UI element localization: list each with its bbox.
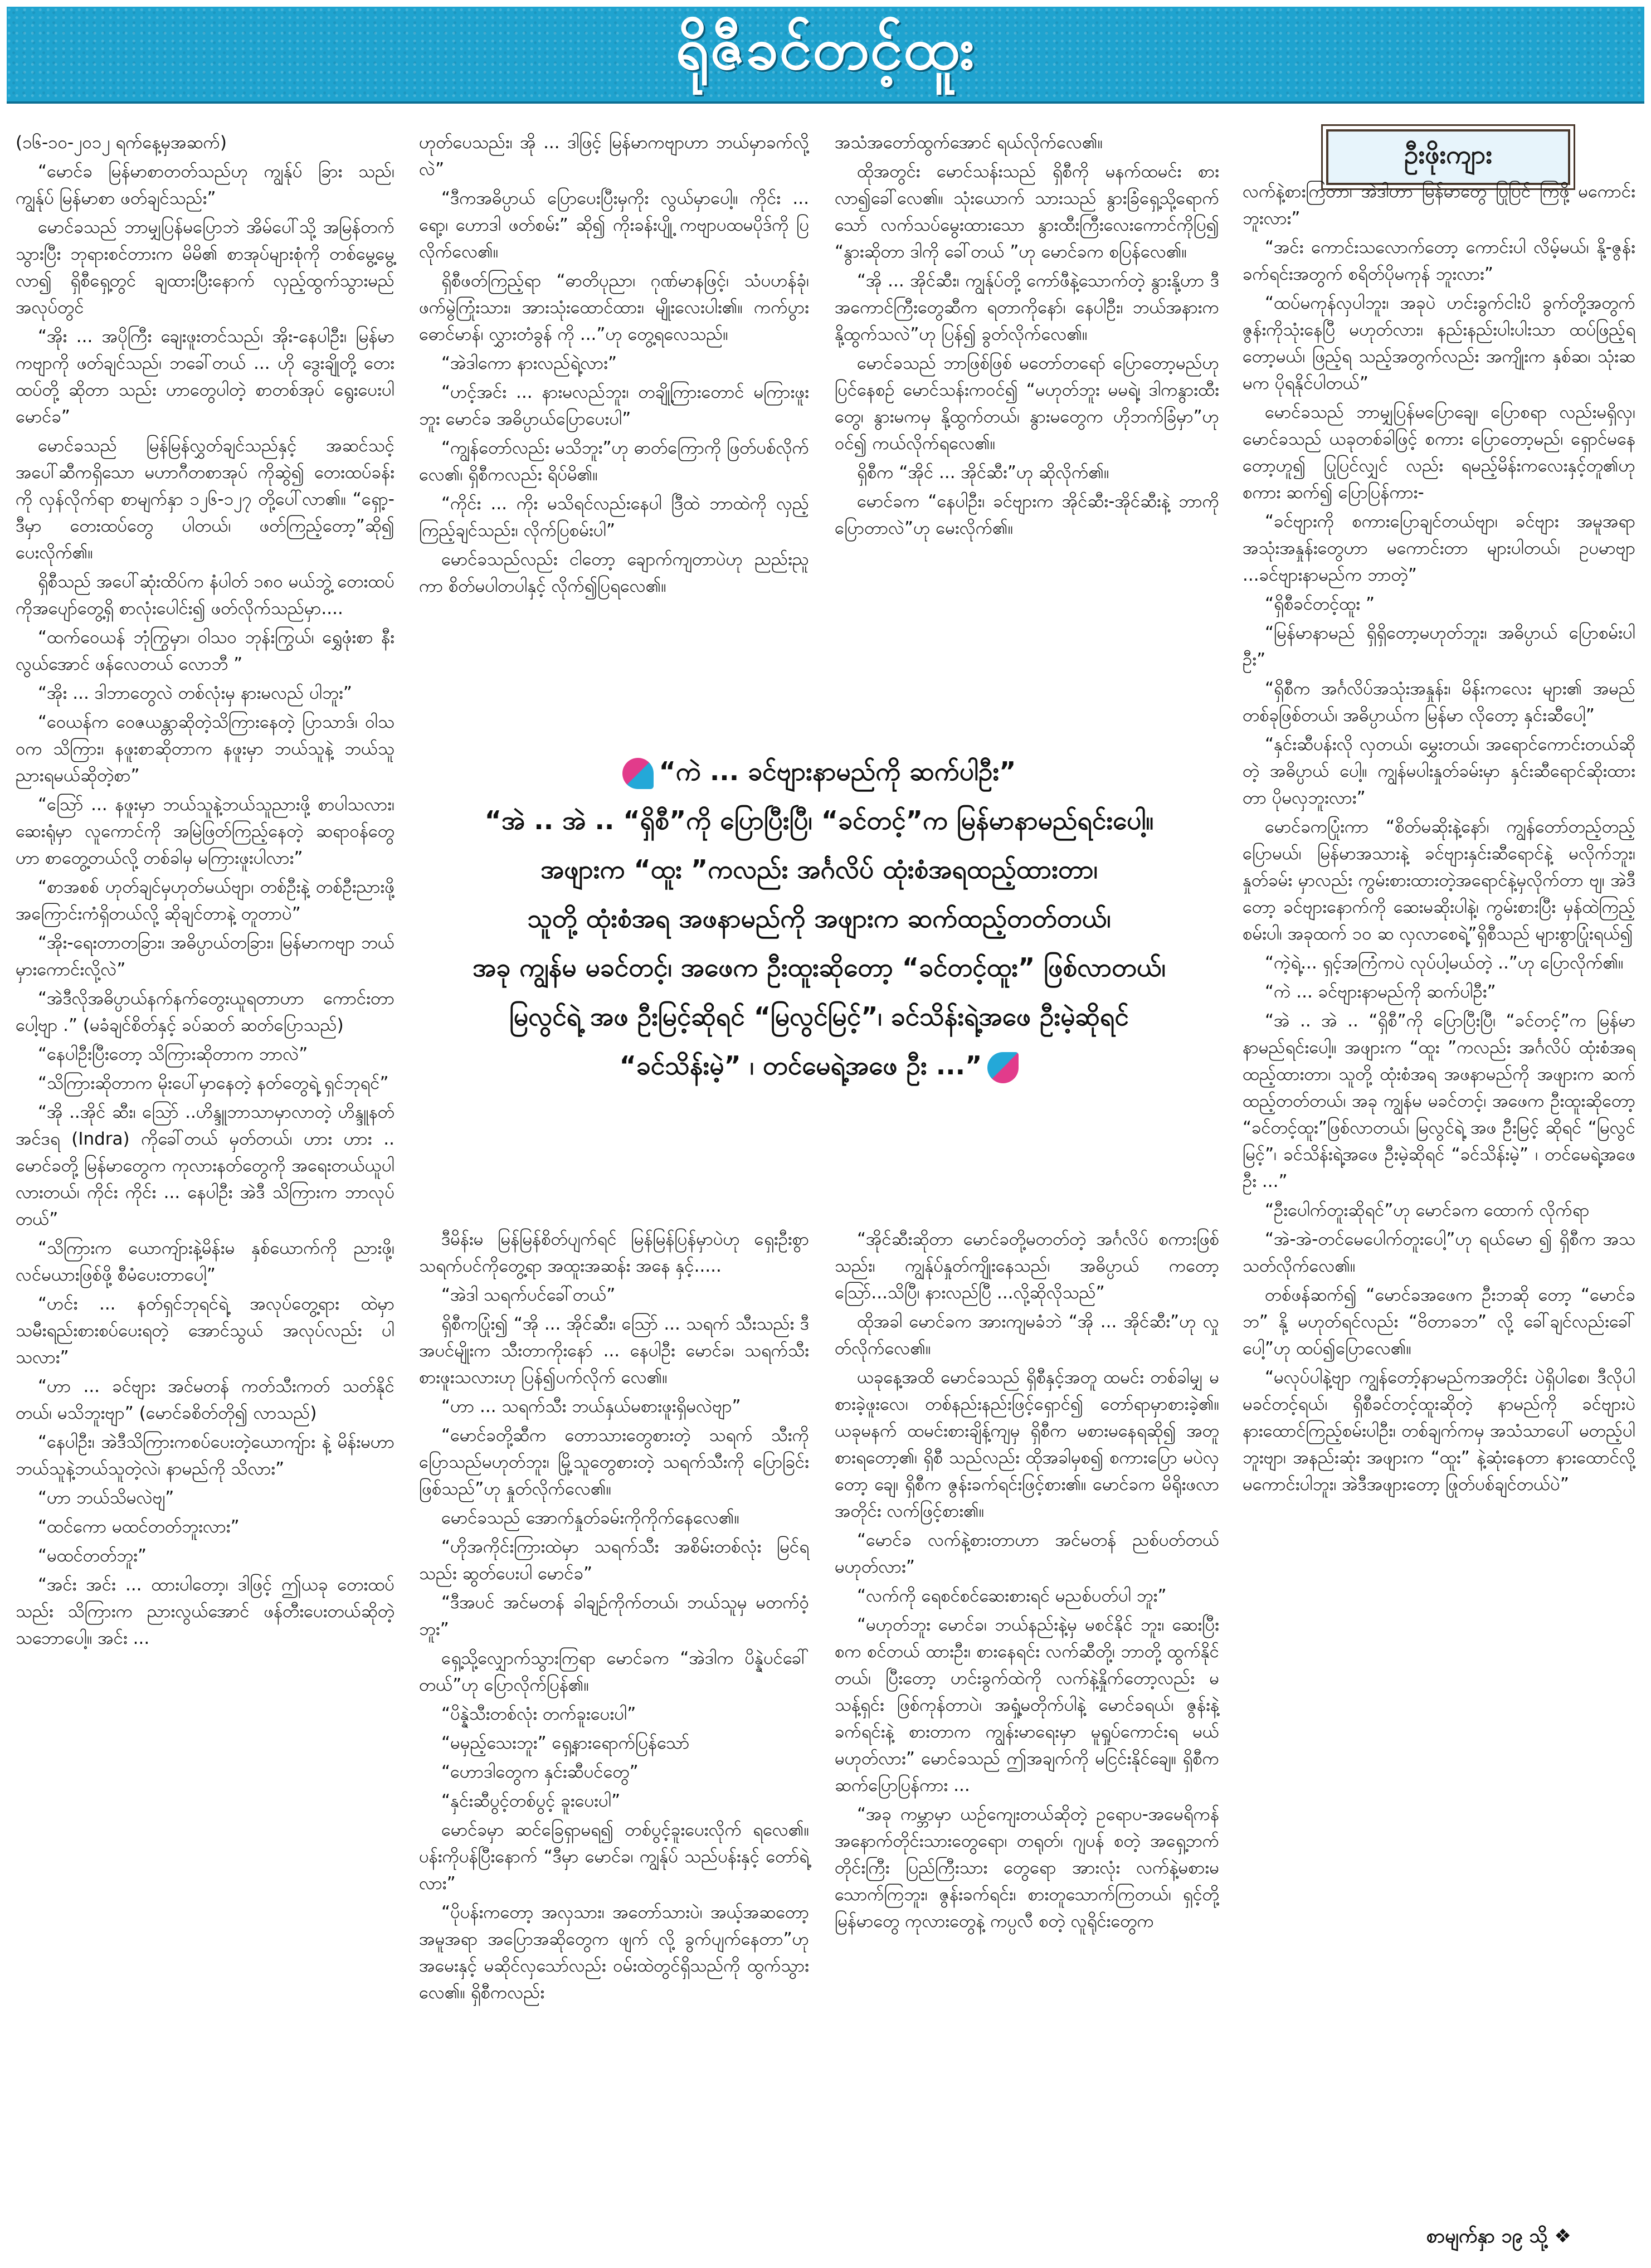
paragraph: “ထပ်မကုန်လှပါဘူး၊ အခုပဲ ဟင်းခွက်ငါးပိ ခွက်တို့အတွက် ဇွန်းကိုသုံးနေပြီ မဟုတ်လား၊ နည်းနည်းပါးပါးသာ ထပ်ဖြည့်ရတော့မယ်၊ ဖြည့်ရ သည့်အတွက်လည်း အကျိုးက နှစ်ဆ၊ သုံးဆ မက ပိုရနိုင်ပါတယ်” [1243,293,1635,393]
paragraph: “အင်း အင်း ... ထားပါတော့၊ ဒါဖြင့် ဤယခု တေးထပ်သည်း သိကြားက ညားလွယ်အောင် ဖန်တီးပေးတယ်ဆိုတဲ့သဘောပေါ့။ အင်း ... [16,1575,395,1648]
paragraph: “မဟုတ်ဘူး မောင်ခ၊ ဘယ်နည်းနဲ့မှ မစင်နိုင် ဘူး၊ ဆေးပြီးစက စင်တယ် ထားဦး၊ စားနေရင်း လက်ဆီတို့၊ ဘာတို့ ထွက်နိုင်တယ်၊ ပြီးတော့ ဟင်းခွက်ထဲကို လက်နဲ့နှိုက်တော့လည်း မသန့်ရှင်း ဖြစ်ကုန်တာပဲ၊ အရှုံ့မတိုက်ပါနဲ့ မောင်ခရယ်၊ ဇွန်းနဲ့ ခက်ရင်းနဲ့ စားတာက ကျွန်းမာရေးမှာ မူရှုပ်ကောင်းရ မယ်မဟုတ်လား” မောင်ခသည် ဤအချက်ကို မငြင်းနိုင်ချေ။ ရှိစီက ဆက်ပြောပြန်ကား ... [835,1615,1219,1795]
paragraph: မောင်ခမှာ ဆင်ခြေရှာမရ၍ တစ်ပွင့်ခူးပေးလိုက် ရလေ၏။ ပန်းကိုပန်ပြီးနောက် “ဒီမှာ မောင်ခ၊ ကျွန်ုပ် သည်ပန်းနှင့် တော်ရဲ့လား” [419,1820,809,1894]
paragraph: အသံအတော်ထွက်အောင် ရယ်လိုက်လေ၏။ [835,133,1103,153]
paragraph: မောင်ခသည် အောက်နှုတ်ခမ်းကိုကိုက်နေလေ၏။ [441,1508,739,1528]
paragraph: ရှိစီသည် အပေါ်ဆုံးထိပ်က နံပါတ် ၁၈၀ မယ်ဘွဲ့ တေးထပ်ကိုအပျော်တွေ့ရှိ စာလုံးပေါင်း၍ ဖတ်လိုက်သည်မှာ.... [16,572,395,619]
paragraph: “ပိန္နဲသီးတစ်လုံး တက်ခူးပေးပါ” [441,1704,636,1724]
author-box [1326,129,1570,185]
pull-quote-line: “ခင်သိန်းမဲ့” ၊ တင်မေရဲ့အဖေ ဦး ...” [619,1050,982,1081]
paragraph: ရှိစီကပြုံး၍ “အို ... အိုင်ဆီး၊ ဩော် ... သရက် သီးသည်း ဒီအပင်မျိုးက သီးတာကိုးနော် ... နေပါဦး မောင်ခ၊ သရက်သီး စားဖူးသလားဟု ပြန်၍ပက်လိုက် လေ၏။ [419,1314,809,1388]
pull-quote-line: “ကဲ ... ခင်ဗျားနာမည်ကို ဆက်ပါဦး” [659,756,1016,786]
column-3 [835,129,1219,544]
paragraph: ရှေ့သို့လျှောက်သွားကြရာ မောင်ခက “အဲဒါက ပိန္နဲပင်ခေါ်တယ်”ဟု ပြောလိုက်ပြန်၏။ [419,1648,809,1695]
pull-quote-line: အဖျားက “ထူး ”ကလည်း အင်္ဂလိပ် ထုံးစံအရထည့်ထားတာ၊ [540,854,1098,884]
paragraph: “ဟောဒါတွေက နှင်းဆီပင်တွေ” [441,1762,639,1782]
title-banner [7,7,1644,104]
paragraph: “ရှိစီက အင်္ဂလိပ်အသုံးအနှုန်း၊ မိန်းကလေး များ၏ အမည်တစ်ခုဖြစ်တယ်၊ အဓိပ္ပာယ်က မြန်မာ လိုတော့ နှင်းဆီပေါ့” [1243,679,1635,726]
paragraph: “သိကြားက ယောကျ်ားနဲ့မိန်းမ နှစ်ယောက်ကို ညားဖို့၊ လင်မယားဖြစ်ဖို့ စီမံပေးတာပေါ့” [16,1238,395,1285]
paragraph: “အိုင်ဆီးဆိုတာ မောင်ခတို့မတတ်တဲ့ အင်္ဂလိပ် စကားဖြစ်သည်း၊ ကျွန်ုပ်နှုတ်ကျိုးနေသည်၊ အဓိပ္ပာယ် ကတော့ ဩော်...သိပြီ၊ နားလည်ပြီ ...လို့ဆိုလိုသည်” [835,1229,1219,1303]
column-1 [16,129,395,1654]
paragraph: မောင်ခသည် မြန်မြန်လွှတ်ချင်သည်နှင့် အဆင်သင့် အပေါ်ဆီကရှိသော မဟာဂီတစာအုပ် ကိုဆွဲ၍ တေးထပ်ခန်းကို လှန်လိုက်ရာ စာမျက်နှာ ၁၂၆-၁၂၇ တို့ပေါ်လာ၏။ “ရှော့-ဒီမှာ တေးထပ်တွေ ပါတယ်၊ ဖတ်ကြည့်တော့”ဆို၍ ပေးလိုက်၏။ [16,436,395,563]
paragraph: “ကဲ့ရဲ့... ရှင့်အကြံကပဲ လုပ်ပါ့မယ်တဲ့ ..”ဟု ပြောလိုက်၏။ [1265,953,1624,973]
paragraph: “ဟာ ... ခင်ဗျား အင်မတန် ကတ်သီးကတ် သတ်နိုင်တယ်၊ မသိဘူးဗျာ” (မောင်ခစိတ်တို၍ လာသည်) [16,1376,395,1423]
paragraph: မောင်ခက “နေပါဦး၊ ခင်ဗျားက အိုင်ဆီး-အိုင်ဆီးနဲ့ ဘာကို ပြောတာလဲ”ဟု မေးလိုက်၏။ [835,491,1219,538]
paragraph: “မောင်ခ လက်နဲ့စားတာဟာ အင်မတန် ညစ်ပတ်တယ် မဟုတ်လား” [835,1530,1219,1577]
paragraph: မောင်ခသည် ဘာဖြစ်ဖြစ် မတော်တရော် ပြောတော့မည်ဟု ပြင်နေစဉ် မောင်သန်းကဝင်၍ “မဟုတ်ဘူး မမရဲ့၊ ဒါကနွားထီးတွေ၊ နွားမကမှ နို့ထွက်တယ်၊ နွားမတွေက ဟိုဘက်ခြံမှာ”ဟု ဝင်၍ ကယ်လိုက်ရလေ၏။ [835,353,1219,454]
paragraph: “အင်း ကောင်းသလောက်တော့ ကောင်းပါ လိမ့်မယ်၊ နို့-ဇွန်းခက်ရင်းအတွက် စရိတ်ပိုမကုန် ဘူးလား” [1243,237,1635,284]
paragraph: “အဲဒါကော နားလည်ရဲ့လား” [441,353,617,373]
paragraph: “မြန်မာနာမည် ရှိရှိတော့မဟုတ်ဘူး၊ အဓိပ္ပာယ် ပြောစမ်းပါဦး” [1243,623,1635,670]
paragraph: “အဲ .. အဲ .. “ရှိစီ”ကို ပြောပြီးပြီ၊ “ခင်တင့်”က မြန်မာ နာမည်ရင်းပေါ့။ အဖျားက “ထူး ”ကလည်း အင်္ဂလိပ် ထုံးစံအရထည့်ထားတာ၊ သူတို့ ထုံးစံအရ အဖနာမည်ကို အဖျားက ဆက်ထည့်တတ်တယ်၊ အခု ကျွန်မ မခင်တင့်၊ အဖေက ဦးထူးဆိုတော့ “ခင်တင့်ထူး”ဖြစ်လာတယ်၊ မြလွင်ရဲ့ အဖ ဦးမြင့် ဆိုရင် “မြလွင်မြင့်”၊ ခင်သိန်းရဲ့အဖေ ဦးမဲ့ဆိုရင် “ခင်သိန်းမဲ့” ၊ တင်မေရဲ့အဖေ ဦး ...” [1243,1011,1635,1191]
paragraph: “အို ... အိုင်ဆီး၊ ကျွန်ုပ်တို့ ကော်ဖီနဲ့သောက်တဲ့ နွားနို့ဟာ ဒီအကောင်ကြီးတွေဆီက ရတာကိုနော်၊ နေပါဦး၊ ဘယ်အနားက နို့ထွက်သလဲ”ဟု ပြန်၍ ခွတ်လိုက်လေ၏။ [835,271,1219,344]
paragraph: “အိုး ... ဒါဘာတွေလဲ တစ်လုံးမှ နားမလည် ပါဘူး” [38,683,352,703]
continued-on-page: စာမျက်နှာ ၁၉ သို့ ❖ [1426,2225,1571,2247]
paragraph: ထိုအခါ မောင်ခက အားကျမခံဘဲ “အို ... အိုင်ဆီး”ဟု လှုတ်လိုက်လေ၏။ [835,1312,1219,1359]
paragraph: မောင်ခသည် ဘာမျှပြန်မပြောချေ၊ ပြောစရာ လည်းမရှိလှ၊ မောင်ခသည် ယခုတစ်ခါဖြင့် စကား ပြောတော့မည်၊ ရှောင်မနေတော့ဟူ၍ ပြုပြင်လျှင် လည်း ရမည့်မိန်းကလေးနှင့်တူ၏ဟု စကား ဆက်၍ ပြောပြန်ကား- [1243,402,1635,503]
paragraph: “ကဲ ... ခင်ဗျားနာမည်ကို ဆက်ပါဦး” [1265,982,1496,1002]
paragraph: ရှိစီဖတ်ကြည့်ရာ “ဓာတိပုညာ၊ ဂုဏ်မာနဖြင့်၊ သံပဟန်ခုံ၊ ဖက်မွဲကြုံးသား၊ အားသုံးထောင်ထား၊ မျိုးလေးပါး၏။ ကက်ပွားဓောင်မာန်၊ လွှားတံခွန် ကို ...”ဟု တွေ့ရလေသည်။ [419,271,809,344]
paragraph: တစ်ဖန်ဆက်၍ “မောင်ခအဖေက ဦးဘဆို တော့ “မောင်ခဘ” နို့ မဟုတ်ရင်လည်း “ဗိတာခဘ” လို့ ခေါ်ချင်လည်းခေါ်ပေါ့”ဟု ထပ်၍ပြောလေ၏။ [1243,1285,1635,1359]
paragraph: “မထင်တတ်ဘူး” [38,1546,147,1566]
paragraph: ဒီမိန်းမ မြန်မြန်စိတ်ပျက်ရင် မြန်မြန်ပြန်မှာပဲဟု ရှေးဦးစွာ သရက်ပင်ကိုတွေ့ရာ အထူးအဆန်း အနေ နှင့်..... [419,1229,809,1276]
paragraph: “ထင်ကော မထင်တတ်ဘူးလား” [38,1517,240,1537]
page-title: ရိုဇီခင်တင့်ထူး [675,14,976,82]
paragraph: (၁၆-၁၀-၂၀၁၂ ရက်နေ့မှအဆက်) [16,133,227,153]
pull-quote-line: သူတို့ ထုံးစံအရ အဖနာမည်ကို အဖျားက ဆက်ထည့်တတ်တယ်၊ [527,903,1111,933]
quote-open-icon [622,758,654,789]
paragraph: “သိကြားဆိုတာက မိုးပေါ်မှာနေတဲ့ နတ်တွေရဲ့ ရှင်ဘုရင်” [38,1073,389,1093]
paragraph: မောင်ခကပြုံးကာ “စိတ်မဆိုးနဲ့နော်၊ ကျွန်တော်တည့်တည့်ပြောမယ်၊ မြန်မာအသားနဲ့ ခင်ဗျားနှင်းဆီရောင်နဲ့ မလိုက်ဘူး၊ နှုတ်ခမ်း မှာလည်း ကွမ်းစားထားတဲ့အရောင်နဲ့မှလိုက်တာ ဗျ၊ အဲဒီတော့ ခင်ဗျားနောက်ကို ဆေးမဆိုးပါနဲ့၊ ကွမ်းစားပြီး မှန်ထဲကြည့်စမ်းပါ၊ အခုထက် ၁၀ ဆ လှလာစေရဲ့”ရှိစီသည် များစွာပြုံးရယ်၍ [1243,817,1635,944]
column-5 [419,1226,809,2008]
paragraph: “ဟိုအကိုင်းကြားထဲမှာ သရက်သီး အစိမ်းတစ်လုံး မြင်ရသည်း ဆွတ်ပေးပါ မောင်ခ” [419,1537,809,1584]
quote-close-icon [987,1052,1019,1083]
paragraph: “စာအစစ် ဟုတ်ချင်မှဟုတ်မယ်ဗျာ၊ တစ်ဦးနဲ့ တစ်ဦးညားဖို့ အကြောင်းကံရှိတယ်လို့ ဆိုချင်တာနဲ့ တူတာပဲ” [16,877,395,924]
paragraph: “နေပါဦး၊ အဲဒီသိကြားကစပ်ပေးတဲ့ယောကျ်ား နဲ့ မိန်းမဟာ ဘယ်သူနဲ့ဘယ်သူတဲ့လဲ၊ နာမည်ကို သိလား” [16,1432,395,1479]
paragraph: “အိုး ... အပိုကြီး ချေးဖူးတင်သည်၊ အိုး-နေပါဦး၊ မြန်မာကဗျာကို ဖတ်ချင်သည်၊ ဘခေါ်တယ် ... ဟို ဒွေးချိုတို့ တေးထပ်တို့ ဆိုတာ သည်း ဟာတွေပါတဲ့ စာတစ်အုပ် ရွေးပေးပါ မောင်ခ” [16,327,395,427]
pull-quote-line: အခု ကျွန်မ မခင်တင့်၊ အဖေက ဦးထူးဆိုတော့ “ခင်တင့်ထူး” ဖြစ်လာတယ်၊ [473,952,1166,982]
paragraph: “ကျွန်တော်လည်း မသိဘူး”ဟု ဓာတ်ကြောကို ဖြတ်ပစ်လိုက်လေ၏၊ ရှိစီကလည်း ရိပ်မိ၏။ [419,438,809,485]
paragraph: “ကိုင်း ... ကိုး မသိရင်လည်းနေပါ ဒြီထဲ ဘာထဲကို လှည့်ကြည့်ချင်သည်း၊ လိုက်ပြစမ်းပါ” [419,494,809,541]
paragraph: “မလုပ်ပါနဲ့ဗျာ ကျွန်တော့်နာမည်ကအတိုင်း ပဲရှိပါစေ၊ ဒီလိုပါ မခင်တင့်ရယ်၊ ရှိစီခင်တင့်ထူးဆိုတဲ့ နာမည်ကို ခင်ဗျားပဲ နားထောင်ကြည့်စမ်းပါဦး၊ တစ်ချက်ကမှ အသံသာပေါ် မတည့်ပါဘူးဗျာ၊ အနည်းဆုံး အဖျားက “ထူး” နဲ့ဆုံးနေတာ နားထောင်လို့ မကောင်းပါဘူး၊ အဲဒီအဖျားတော့ ဖြုတ်ပစ်ချင်တယ်ပဲ” [1243,1367,1635,1495]
paragraph: ရှိစီက “အိုင် ... အိုင်ဆီး”ဟု ဆိုလိုက်၏။ [857,463,1109,483]
paragraph: “မမှည့်သေးဘူး” ရှေ့နားရောက်ပြန်သော် [441,1733,690,1753]
paragraph: “ဩော် ... နဖူးမှာ ဘယ်သူနဲ့ဘယ်သူညားဖို့ စာပါသလား၊ ဆေးရုံမှာ လူကောင်ကို အမြဲဖြတ်ကြည့်နေတဲ့ ဆရာဝန်တွေဟာ စာတွေ့တယ်လို့ တစ်ခါမှ မကြားဖူးပါလား” [16,795,395,868]
paragraph: “အဲ-အဲ-တင်မေပေါက်တူးပေါ့”ဟု ရယ်မော ၍ ရှိစီက အသသတ်လိုက်လေ၏။ [1243,1229,1635,1276]
paragraph: ထိုအတွင်း မောင်သန်းသည် ရှိစီကို မနက်ထမင်း စားလာ၍ခေါ်လေ၏။ သုံးယောက် သားသည် နွားခြံရှေ့သို့ရောက်သော် လက်သပ်မွေးထားသော နွားထီးကြီးလေးကောင်ကိုပြ၍ “နွားဆိုတာ ဒါကို ခေါ်တယ် ”ဟု မောင်ခက စပြန်လေ၏။ [835,162,1219,262]
paragraph: “အဲဒီလိုအဓိပ္ပာယ်နက်နက်တွေးယူရတာဟာ ကောင်းတာပေါ့ဗျာ .” (မခံချင်စိတ်နှင့် ခပ်ဆတ် ဆတ်ပြောသည်) [16,989,395,1035]
paragraph: “ပိုပန်းကတော့ အလှသား၊ အတော်သားပဲ၊ အယ့်အဆ​တော့ အမူအရာ အပြောအဆိုတွေက ဖျက် လို့ ခွက်ပျက်နေတာ”ဟု အမေးနှင့် မဆိုင်လှသော်လည်း ဝမ်းထဲတွင်ရှိသည်ကို ထွက်သွားလေ၏။ ရှိစီကလည်း [419,1902,809,2003]
paragraph: မောင်ခသည်လည်း ငါတော့ ချောက်ကျတာပဲဟု ညည်းညူကာ စိတ်မပါတပါနှင့် လိုက်၍ပြရလေ၏။ [419,549,809,596]
paragraph: “နှင်းဆီပန်းလို လှတယ်၊ မွှေးတယ်၊ အရောင်ကောင်းတယ်ဆိုတဲ့ အဓိပ္ပာယ် ပေါ့။ ကျွန်မပါးနှုတ်ခမ်းမှာ နှင်းဆီရောင်ဆိုးထား တာ ပိုမလှဘူးလား” [1243,734,1635,808]
paragraph: “လက်ကို ရေစင်စင်ဆေးစားရင် မညစ်ပတ်ပါ ဘူး” [857,1586,1167,1606]
paragraph: “ဝေယန်က ဝေဇယန္တာဆိုတဲ့သိကြားနေတဲ့ ပြာသာဒ်၊ ဝါသဝက သိကြား၊ နဖူးစာဆိုတာက နဖူးမှာ ဘယ်သူနဲ့ ဘယ်သူ ညားရမယ်ဆိုတဲ့စာ” [16,712,395,786]
pull-quote-line: မြလွင်ရဲ့ အဖ ဦးမြင့်ဆိုရင် “မြလွင်မြင့်”၊ ခင်သိန်းရဲ့အဖေ ဦးမဲ့ဆိုရင် [509,1001,1129,1031]
paragraph: “နေပါဦးပြီးတော့ သိကြားဆိုတာက ဘာလဲ” [38,1044,308,1064]
paragraph: ယခုနေ့အထိ မောင်ခသည် ရှိစီနှင့်အတူ ထမင်း တစ်ခါမျှ မစားခဲ့ဖူးလေ၊ တစ်နည်းနည်းဖြင့်ရှောင်၍ တော်ရာမှာစားခဲ့၏။ ယခုမနက် ထမင်းစားချိန့်ကျမှ ရှိစီက မစားမနေရဆို၍ အတူစားရတော့၏၊ ရှိစီ သည်လည်း ထိုအခါမှစ၍ စကားပြော မပဲလှတော့ ချေ၊ ရှိစီက ဇွန်းခက်ရင်းဖြင့်စား၏။ မောင်ခက မိရိုးဖလာအတိုင်း လက်ဖြင့်စား၏။ [835,1367,1219,1521]
pull-quote-line: “အဲ .. အဲ .. “ရှိစီ”ကို ပြောပြီးပြီ၊ “ခင်တင့်”က မြန်မာနာမည်ရင်းပေါ့။ [484,805,1154,835]
paragraph: “ထက်ဝေယန် ဘုံကြွမှာ၊ ဝါသဝ ဘုန်းကြွယ်၊ ရွှေဖုံးစာ နီးလွယ်အောင် ဖန်လေတယ် လောဘီ ” [16,627,395,674]
pull-quote [419,747,1219,1148]
paragraph: “မောင်ခတို့ဆီက တောသားတွေစားတဲ့ သရက် သီးကို ပြောသည်မဟုတ်ဘူး၊ မြို့သူတွေစားတဲ့ သရက်သီးကို ပြောခြင်းဖြစ်သည်”ဟု နှုတ်လိုက်လေ၏။ [419,1425,809,1499]
paragraph: “ရှိစီခင်တင့်ထူး ” [1265,594,1375,614]
paragraph: “အဲဒါ သရက်ပင်ခေါ်တယ်” [441,1285,616,1305]
paragraph: “နှင်းဆီပွင့်တစ်ပွင့် ခူးပေးပါ” [441,1791,621,1811]
paragraph: “ဟင်း ... နတ်ရှင်ဘုရင်ရဲ့ အလုပ်တွေ့ရား ထဲမှာ သမီးရည်းစားစပ်ပေးရတဲ့ အောင်သွယ် အလုပ်လည်း ပါသလား” [16,1294,395,1367]
paragraph: “အို ..အိုင် ဆီး၊ ဩော် ..ဟိန္ဒူဘာသာမှာလာတဲ့ ဟိန္ဒူနတ်အင်ဒရ (Indra) ကိုခေါ်တယ် မှတ်တယ်၊ ဟား ဟား .. မောင်ခတို့ မြန်မာတွေက ကုလားနတ်တွေကို အရေးတယ်ယူပါလားတယ်၊ ကိုင်း ကိုင်း ... နေပါဦး အဲဒီ သိကြားက ဘာလုပ်တယ်” [16,1102,395,1229]
author-name: ဦးဖိုးကျား [1404,139,1493,169]
paragraph: “ဒီကအဓိပ္ပာယ် ပြောပေးပြီးမှကိုး လွယ်မှာပေါ့။ ကိုင်း ... ရော့၊ ဟောဒါ ဖတ်စမ်း” ဆို၍ ကိုးခန်းပျို့ ကဗျာပထမပိုဒ်ကို ပြလိုက်လေ၏။ [419,188,809,262]
paragraph: လက်နဲ့စားကြတာ၊ အဲဒါဟာ မြန်မာတွေ ပြုပြင် ကြဖို့ မကောင်းဘူးလား” [1243,182,1635,228]
column-6 [835,1226,1219,1937]
paragraph: “အခု ကမ္ဘာမှာ ယဉ်ကျေးတယ်ဆိုတဲ့ ဥရောပ-အမေရိကန်အနောက်တိုင်းသားတွေရော၊ တရုတ်၊ ဂျပန် စတဲ့ အရှေ့ဘက် တိုင်းကြီး ပြည်ကြီးသား တွေရော အားလုံး လက်နဲ့မစားမသောက်ကြဘူး၊ ဇွန်းခက်ရင်း၊ စားတူသောက်ကြတယ်၊ ရှင့်တို့ မြန်မာတွေ ကုလားတွေနဲ့ ကပ္ပလီ စတဲ့ လူရိုင်းတွေက [835,1804,1219,1931]
paragraph: “မောင်ခ မြန်မာစာတတ်သည်ဟု ကျွန်ုပ် ခြား သည်၊ ကျွန်ုပ် မြန်မာစာ ဖတ်ချင်သည်း” [16,162,395,208]
paragraph: “ဟာ ဘယ်သိမလဲဗျ” [38,1488,174,1508]
column-4 [1243,178,1635,1500]
paragraph: “အိုး-ရေးတာတခြား၊ အဓိပ္ပာယ်တခြား၊ မြန်မာကဗျာ ဘယ်မှားကောင်းလို့လဲ” [16,933,395,980]
paragraph: “ခင်ဗျားကို စကားပြောချင်တယ်ဗျာ၊ ခင်ဗျား အမူအရာအသုံးအနှုန်းတွေဟာ မကောင်းတာ များပါတယ်၊ ဥပမာဗျာ ...ခင်ဗျားနာမည်က ဘာတဲ့” [1243,512,1635,585]
column-2 [419,129,809,602]
paragraph: “ဟာ ... သရက်သီး ဘယ်နှယ်မစားဖူးရှိမလဲဗျာ” [441,1396,741,1417]
paragraph: “ဦးပေါက်တူးဆိုရင်”ဟု မောင်ခက ထောက် လိုက်ရာ [1265,1200,1590,1220]
paragraph: မောင်ခသည် ဘာမျှပြန်မပြောဘဲ အိမ်ပေါ်သို့ အမြန်တက်သွားပြီး ဘုရားစင်တားက မိမိ၏ စာအုပ်များစုံကို တစ်မွေ့မွေ့လာ၍ ရှိစီရှေ့တွင် ချထားပြီးနောက် လှည့်ထွက်သွားမည်အလုပ်တွင် [16,217,395,318]
paragraph: ဟုတ်ပေသည်း၊ အို ... ဒါဖြင့် မြန်မာကဗျာဟာ ဘယ်မှာခက်လို့လဲ” [419,133,809,179]
paragraph: “ဒီအပင် အင်မတန် ခါချဉ်ကိုက်တယ်၊ ဘယ်သူမှ မတက်ဝံ့ဘူး” [419,1593,809,1639]
paragraph: “ဟင့်အင်း ... နားမလည်ဘူး၊ တချို့ကြားတောင် မကြားဖူးဘူး မောင်ခ အဓိပ္ပာယ်ပြောပေးပါ” [419,382,809,429]
